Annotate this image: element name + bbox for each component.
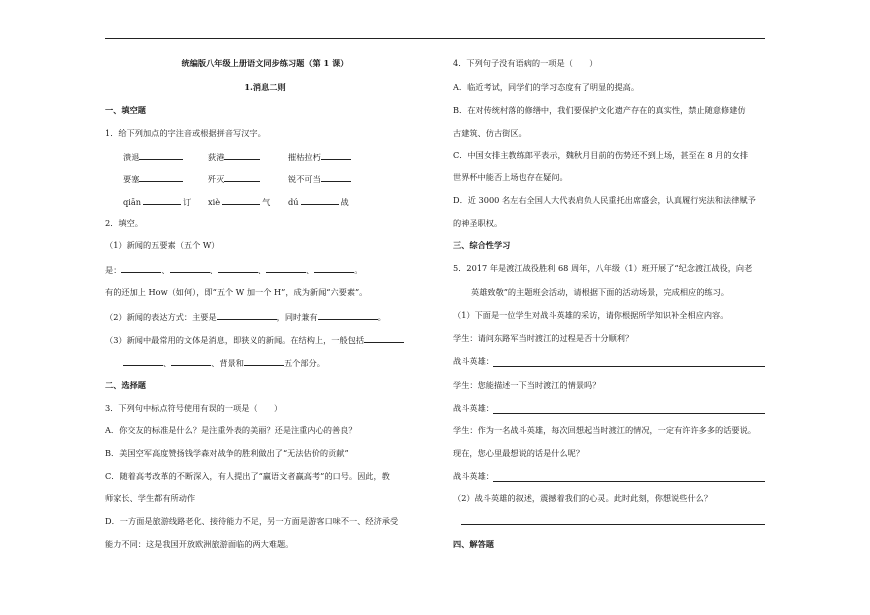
section-answer-heading: 四、解答题 — [453, 539, 494, 549]
answer-line — [461, 524, 765, 525]
q1-item: dú 战 — [288, 197, 349, 207]
q1-item: 歼灭 — [208, 172, 260, 185]
interview-student-line: 学生：请问东路军当时渡江的过程是否十分顺利？ — [453, 333, 634, 343]
q1-item: 溃退 — [123, 150, 183, 163]
document-title: 统编版八年级上册语文同步练习题（第 1 课） — [181, 58, 349, 68]
q5-stem: 5．2017 年是渡江战役胜利 68 周年，八年级（1）班开展了“纪念渡江战役，向老 — [453, 263, 753, 273]
top-rule — [105, 38, 765, 39]
q1-item: 要塞 — [123, 172, 183, 185]
interview-student-line-cont: 现在，您心里最想说的话是什么呢？ — [453, 448, 585, 458]
q4-option-d-cont: 的神圣职权。 — [453, 218, 503, 228]
q4-stem: 4．下列句子没有语病的一项是（ ） — [453, 58, 598, 68]
q3-stem: 3．下列句中标点符号使用有误的一项是（ ） — [105, 403, 283, 413]
interview-student-line: 学生：您能描述一下当时渡江的情景吗？ — [453, 380, 601, 390]
q2-part1: （1）新闻的五要素（五个 W） — [105, 240, 220, 250]
q3-option-a: A．你交友的标准是什么？是注重外表的美丽？还是注重内心的善良？ — [105, 425, 357, 435]
section-choice-heading: 二、选择题 — [105, 380, 146, 390]
q4-option-a: A．临近考试，同学们的学习态度有了明显的提高。 — [453, 82, 640, 92]
interview-hero-line: 战斗英雄： — [453, 471, 494, 481]
q4-option-d: D．近 3000 名左右全国人大代表肩负人民重托出席盛会，认真履行宪法和法律赋予 — [453, 195, 756, 205]
q1-stem: 1．给下列加点的字注音或根据拼音写汉字。 — [105, 128, 266, 138]
answer-line — [493, 413, 765, 414]
q2-part1-answer: 是： 、 、 、 、 。 — [105, 265, 363, 275]
answer-line — [493, 366, 765, 367]
lesson-title: 1.消息二则 — [244, 82, 286, 92]
q2-part3-answer: 、 、背景和 五个部分。 — [123, 356, 325, 369]
q1-item: 荻港 — [208, 150, 260, 163]
q3-option-d-cont: 能力不同：这是我国开放欧洲旅游面临的两大难题。 — [105, 539, 294, 549]
interview-hero-line: 战斗英雄： — [453, 356, 494, 366]
q3-option-c-cont: 师家长、学生都有所动作 — [105, 493, 196, 503]
q5-sub1: （1）下面是一位学生对战斗英雄的采访，请你根据所学知识补全相应内容。 — [453, 310, 729, 320]
q5-sub2: （2）战斗英雄的叙述，震撼着我们的心灵。此时此刻，你想说些什么？ — [453, 493, 713, 503]
q2-part1-note: 有的还加上 How（如何），即“五个 W 加一个 H”，成为新闻“六要素”。 — [105, 287, 368, 297]
q2-part2: （2）新闻的表达方式：主要是 ，同时兼有 。 — [105, 312, 386, 322]
q1-item: 锐不可当 — [288, 172, 351, 185]
section-comprehensive-heading: 三、综合性学习 — [453, 240, 511, 250]
q4-option-c: C．中国女排主教练郎平表示，魏秋月目前的伤势还不到上场，甚至在 8 月的女排 — [453, 150, 749, 160]
q1-item: xiè 气 — [208, 197, 271, 207]
q1-item: qiān 订 — [123, 197, 192, 207]
q4-option-b-cont: 古建筑、仿古街区。 — [453, 128, 527, 138]
q3-option-b: B．美国空军高度赞扬钱学森对战争的胜利做出了“无法估价的贡献” — [105, 448, 349, 458]
q4-option-b: B．在对传统村落的修缮中，我们要保护文化遗产存在的真实性，禁止随意修建仿 — [453, 105, 746, 115]
answer-line — [493, 481, 765, 482]
q2-stem: 2．填空。 — [105, 218, 143, 228]
q5-stem-cont: 英雄致敬”的主题班会活动，请根据下面的活动场景，完成相应的练习。 — [471, 287, 729, 297]
interview-student-line: 学生：作为一名战斗英雄，每次回想起当时渡江的情况，一定有许许多多的话要说。 — [453, 425, 756, 435]
q2-part3: （3）新闻中最常用的文体是消息，即狭义的新闻。在结构上，一般包括 — [105, 333, 404, 346]
q1-item: 摧枯拉朽 — [288, 150, 351, 163]
section-fill-heading: 一、填空题 — [105, 105, 146, 115]
interview-hero-line: 战斗英雄： — [453, 403, 494, 413]
q3-option-c: C．随着高考改革的不断深入，有人提出了“赢语文者赢高考”的口号。因此，教 — [105, 471, 390, 481]
q3-option-d: D．一方面是旅游线路老化、接待能力不足，另一方面是游客口味不一、经济承受 — [105, 516, 399, 526]
q4-option-c-cont: 世界杯中能否上场也存在疑问。 — [453, 172, 568, 182]
